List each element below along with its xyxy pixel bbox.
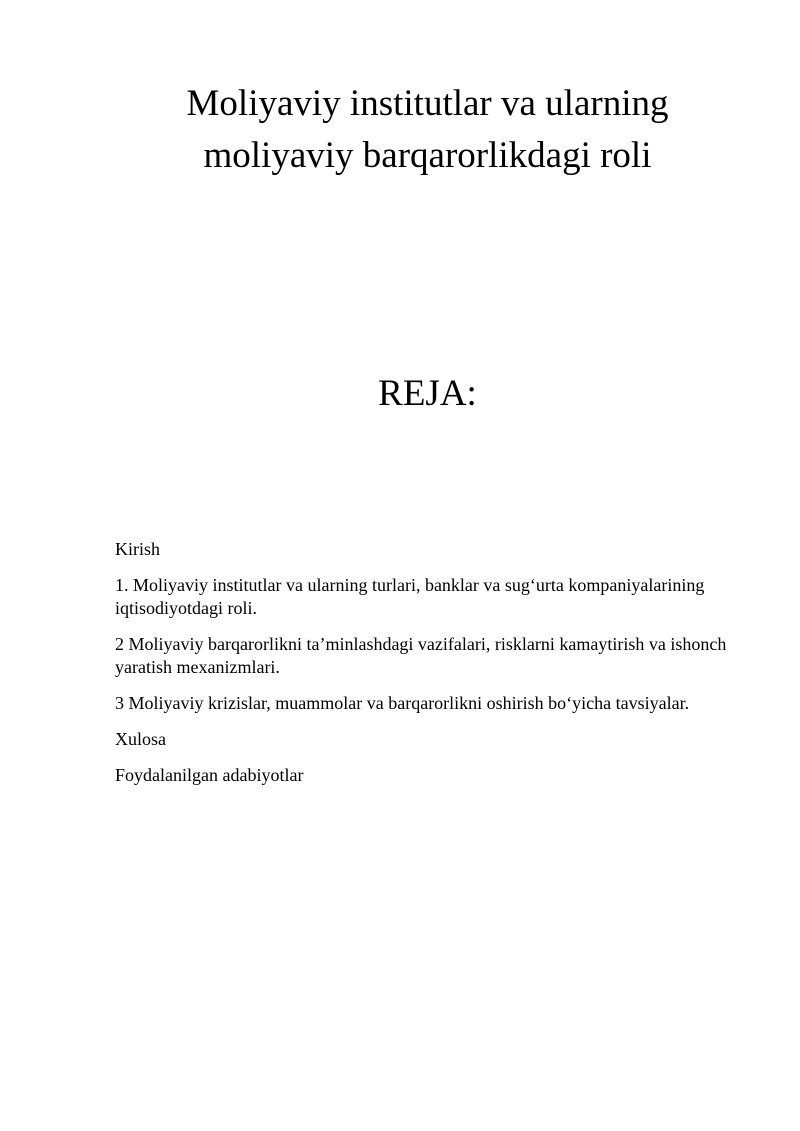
plan-item-references: Foydalanilgan adabiyotlar bbox=[115, 765, 304, 785]
plan-item-1: 1. Moliyaviy institutlar va ularning turlari, banklar va sug‘urta kompaniyalarining iqtisodiyotdagi roli. bbox=[115, 575, 705, 618]
plan-item-2: 2 Moliyaviy barqarorlikni ta’minlashdagi vazifalari, risklarni kamaytirish va ishonch yaratish mexanizmlari. bbox=[115, 634, 727, 677]
title-line-1: Moliyaviy institutlar va ularning bbox=[186, 83, 669, 124]
plan-item-conclusion: Xulosa bbox=[115, 729, 166, 749]
plan-heading: REJA: bbox=[378, 373, 477, 414]
title-line-2: moliyaviy barqarorlikdagi roli bbox=[203, 135, 652, 176]
plan-list bbox=[115, 538, 745, 800]
document-title bbox=[115, 78, 740, 182]
plan-item-3: 3 Moliyaviy krizislar, muammolar va barqarorlikni oshirish bo‘yicha tavsiyalar. bbox=[115, 693, 690, 713]
plan-item-intro: Kirish bbox=[115, 539, 160, 559]
